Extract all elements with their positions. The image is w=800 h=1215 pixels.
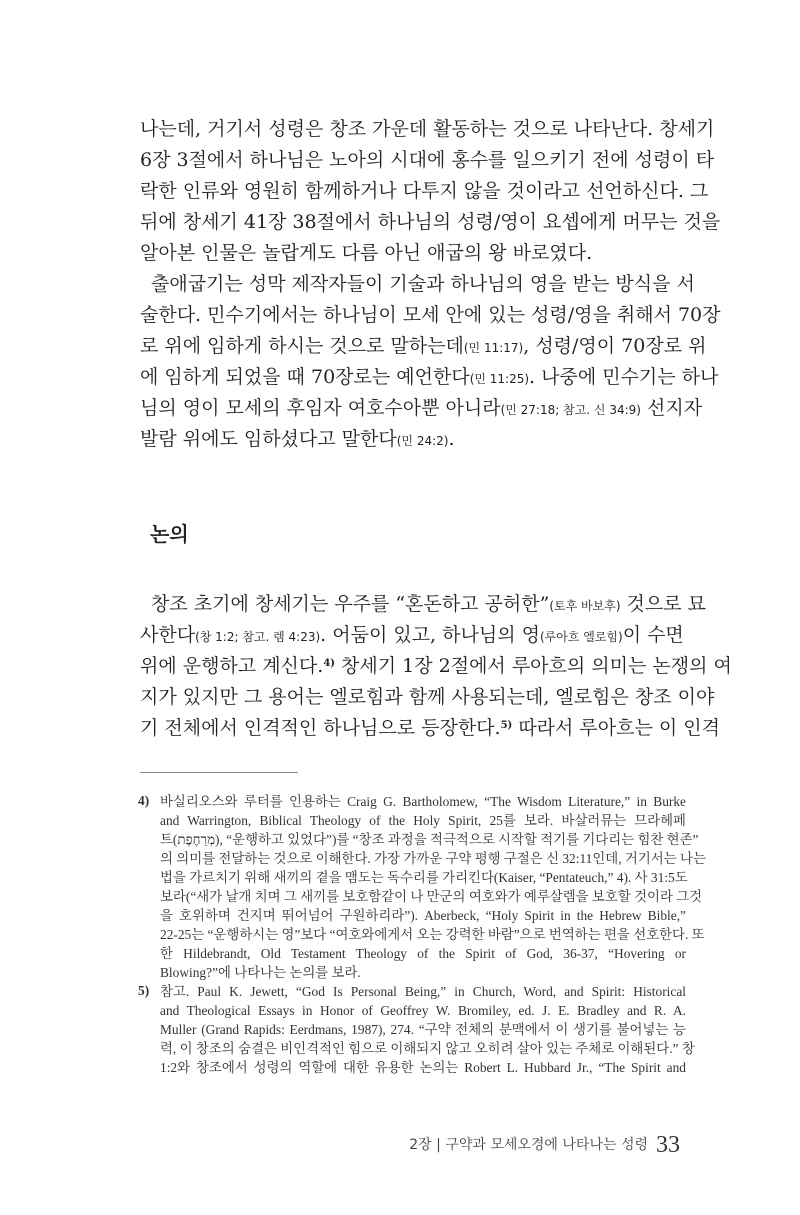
text-line: [140, 715, 720, 741]
text-line: 뒤에 창세기 41장 38절에서 하나님의 성령/영이 요셉에게 머무는 것을: [140, 211, 721, 233]
page-number: 33: [656, 1132, 680, 1158]
footnote-divider: [140, 772, 298, 773]
text-line: [140, 426, 455, 452]
text-run: 기 전체에서 인격적인 하나님으로 등장한다.: [140, 717, 501, 739]
transliteration: (토후 바보후): [549, 599, 621, 613]
footnote-line: 바실리오스와 루터를 인용하는 Craig G. Bartholomew, “The Wisdom Literature,” in Burke: [160, 794, 686, 809]
footnote-line: 참고. Paul K. Jewett, “God Is Personal Being,” in Church, Word, and Spirit: Historical: [160, 984, 686, 999]
text-line: 출애굽기는 성막 제작자들이 기술과 하나님의 영을 받는 방식을 서: [151, 273, 695, 295]
footnote-line: 22-25는 “운행하시는 영”보다 “여호와에게서 오는 강력한 바람”으로 번역하는 편을 선호한다. 또: [160, 927, 705, 942]
text-run: 님의 영이 모세의 후임자 여호수아뿐 아니라: [140, 397, 501, 419]
text-line: 나는데, 거기서 성령은 창조 가운데 활동하는 것으로 나타난다. 창세기: [140, 118, 715, 140]
scripture-citation: (민 11:25): [469, 372, 530, 386]
text-run: 위에 운행하고 계신다.: [140, 655, 324, 677]
footnote-line: 트(מְרַחֶפֶת), “운행하고 있었다”)를 “창조 과정을 적극적으로 시작할 적기를 기다리는 힘찬 현존”: [160, 832, 699, 847]
text-line: [140, 333, 707, 359]
text-line: [151, 591, 706, 617]
footnote-line: 한 Hildebrandt, Old Testament Theology of the Spirit of God, 36-37, “Hovering or: [160, 946, 686, 961]
text-run: 로 위에 임하게 하시는 것으로 말하는데: [140, 335, 464, 357]
scripture-citation: (민 11:17): [463, 341, 524, 355]
transliteration: (루아흐 엘로힘): [539, 630, 623, 644]
running-title: 2장 | 구약과 모세오경에 나타나는 성령: [409, 1137, 648, 1153]
section-heading: 논의: [150, 522, 189, 546]
footnote-line: and Warrington, Biblical Theology of the Holy Spirit, 25를 보라. 바살러뮤는 므라헤페: [160, 813, 686, 828]
text-line: [140, 395, 703, 421]
footnote-line: 보라(“새가 날개 치며 그 새끼를 보호함같이 나 만군의 여호와가 예루살렘을 보호할 것이라 그것: [160, 889, 703, 904]
footnote-line: 의 의미를 전달하는 것으로 이해한다. 가장 가까운 구약 평행 구절은 신 32:11인데, 거기서는 나는: [160, 851, 706, 866]
text-line: 락한 인류와 영원히 함께하거나 다투지 않을 것이라고 선언하신다. 그: [140, 180, 709, 202]
footnote-line: 을 호위하며 건지며 뛰어넘어 구원하리라”). Aberbeck, “Holy Spirit in the Hebrew Bible,”: [160, 908, 686, 923]
footnote-line: Blowing?”에 나타나는 논의를 보라.: [160, 965, 361, 980]
scripture-citation: (민 24:2): [396, 434, 449, 448]
text-line: 6장 3절에서 하나님은 노아의 시대에 홍수를 일으키기 전에 성령이 타: [140, 149, 715, 171]
footnote-number: 4): [138, 793, 150, 808]
text-run: 창세기 1장 2절에서 루아흐의 의미는 논쟁의 여: [335, 655, 732, 677]
footnote-line: 법을 가르치기 위해 새끼의 곁을 맴도는 독수리를 가리킨다(Kaiser, “Pentateuch,” 4). 사 31:5도: [160, 870, 688, 885]
page-footer: [409, 1132, 680, 1159]
text-run: 사한다: [140, 624, 196, 646]
text-run: , 성령/영이 70장로 위: [523, 335, 707, 357]
text-run: 창조 초기에 창세기는 우주를 “혼돈하고 공허한”: [151, 593, 550, 615]
text-line: [140, 364, 719, 390]
scripture-citation: (창 1:2; 참고. 렘 4:23): [195, 630, 321, 644]
footnote-line: Muller (Grand Rapids: Eerdmans, 1987), 274. “구약 전체의 분맥에서 이 생기를 불어넣는 능: [160, 1022, 686, 1037]
text-run: 발람 위에도 임하셨다고 말한다: [140, 428, 397, 450]
footnote-line: 1:2와 창조에서 성령의 역할에 대한 유용한 논의는 Robert L. Hubbard Jr., “The Spirit and: [160, 1060, 686, 1075]
text-line: 알아본 인물은 놀랍게도 다름 아닌 애굽의 왕 바로였다.: [140, 242, 593, 264]
text-line: 지가 있지만 그 용어는 엘로힘과 함께 사용되는데, 엘로힘은 창조 이야: [140, 686, 715, 708]
footnote-line: 력, 이 창조의 숨결은 비인격적인 힘으로 이해되지 않고 오히려 살아 있는 주체로 이해된다.” 창: [160, 1041, 695, 1056]
text-run: . 나중에 민수기는 하나: [529, 366, 719, 388]
footnote-ref-5[interactable]: 5): [500, 720, 513, 731]
text-run: . 어둠이 있고, 하나님의 영: [320, 624, 540, 646]
text-run: 이 수면: [622, 624, 684, 646]
text-run: 에 임하게 되었을 때 70장로는 예언한다: [140, 366, 470, 388]
text-line: [140, 653, 732, 679]
text-line: 술한다. 민수기에서는 하나님이 모세 안에 있는 성령/영을 취해서 70장: [140, 304, 721, 326]
footnote-line: and Theological Essays in Honor of Geoffrey W. Bromiley, ed. J. E. Bradley and R. A.: [160, 1003, 686, 1018]
text-run: 것으로 묘: [620, 593, 706, 615]
text-run: 선지자: [640, 397, 703, 419]
scripture-citation: (민 27:18; 참고. 신 34:9): [500, 403, 641, 417]
footnote-number: 5): [138, 983, 150, 998]
text-run: .: [448, 428, 455, 450]
text-run: 따라서 루아흐는 이 인격: [512, 717, 720, 739]
text-line: [140, 622, 684, 648]
footnote-ref-4[interactable]: 4): [323, 658, 336, 669]
